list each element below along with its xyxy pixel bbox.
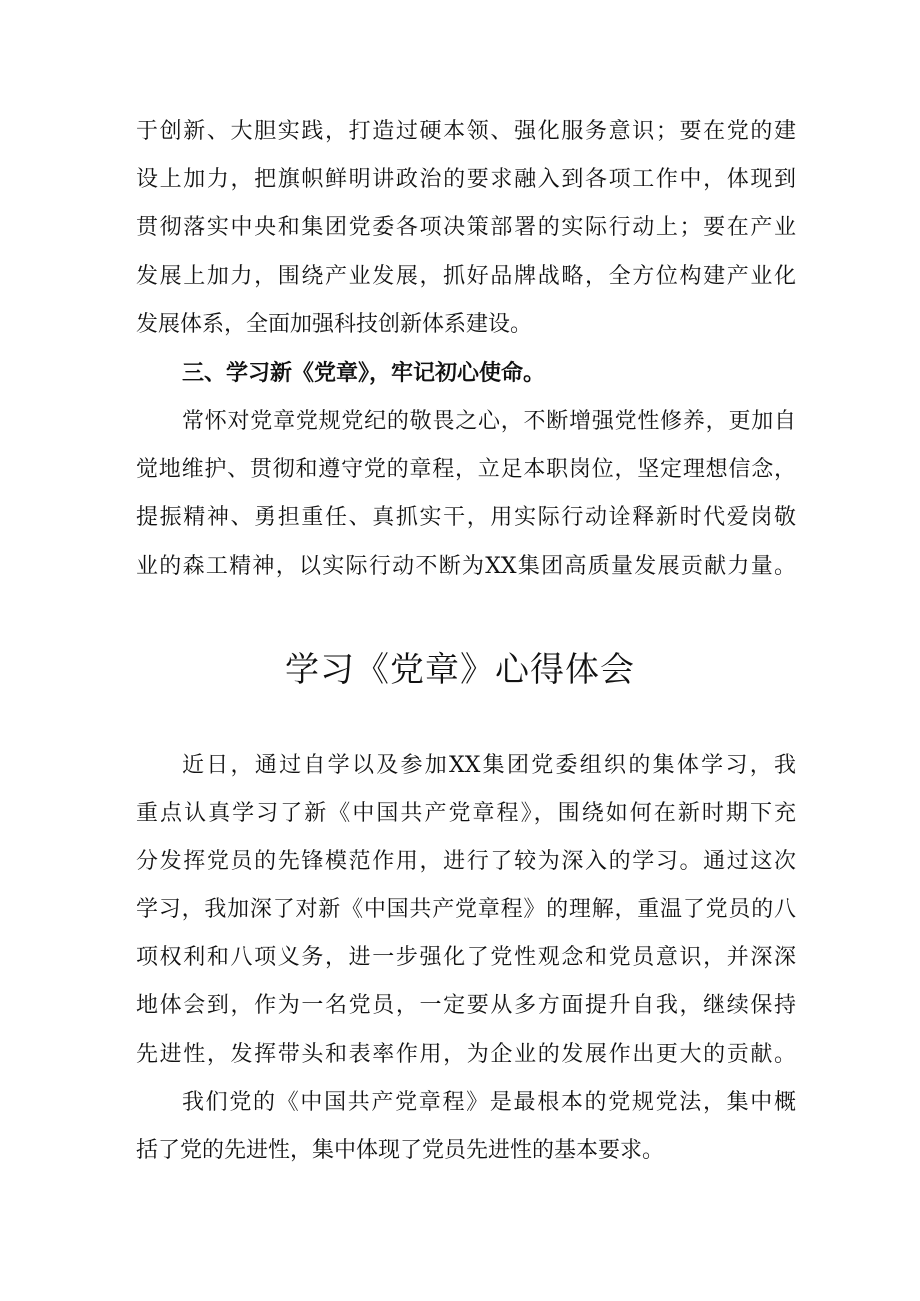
paragraph-line: 设上加力，把旗帜鲜明讲政治的要求融入到各项工作中，体现到 — [136, 167, 796, 192]
paragraph-line: 常怀对党章党规党纪的敬畏之心，不断增强党性修养，更加自 — [182, 409, 796, 434]
paragraph-line: 我们党的《中国共产党章程》是最根本的党规党法，集中概 — [182, 1090, 796, 1115]
paragraph-line: 发展体系，全面加强科技创新体系建设。 — [136, 312, 533, 337]
paragraph-line: 提振精神、勇担重任、真抓实干，用实际行动诠释新时代爱岗敬 — [136, 505, 796, 530]
paragraph-line: 学习，我加深了对新《中国共产党章程》的理解，重温了党员的八 — [136, 897, 796, 922]
paragraph-line: 近日，通过自学以及参加XX集团党委组织的集体学习，我 — [182, 753, 796, 778]
paragraph-line: 重点认真学习了新《中国共产党章程》，围绕如何在新时期下充 — [136, 801, 796, 826]
article-title: 学习《党章》心得体会 — [285, 650, 635, 690]
paragraph-line: 于创新、大胆实践，打造过硬本领、强化服务意识；要在党的建 — [136, 119, 796, 144]
paragraph-line: 项权利和八项义务，进一步强化了党性观念和党员意识，并深深 — [136, 945, 796, 970]
paragraph-line: 括了党的先进性，集中体现了党员先进性的基本要求。 — [136, 1138, 665, 1163]
paragraph-line: 业的森工精神，以实际行动不断为XX集团高质量发展贡献力量。 — [136, 554, 796, 579]
paragraph-line: 贯彻落实中央和集团党委各项决策部署的实际行动上；要在产业 — [136, 215, 796, 240]
paragraph-line: 觉地维护、贯彻和遵守党的章程，立足本职岗位，坚定理想信念， — [136, 457, 796, 482]
paragraph-line: 发展上加力，围绕产业发展，抓好品牌战略，全方位构建产业化 — [136, 264, 796, 289]
paragraph-line: 先进性，发挥带头和表率作用，为企业的发展作出更大的贡献。 — [136, 1042, 796, 1067]
paragraph-line: 地体会到，作为一名党员，一定要从多方面提升自我，继续保持 — [136, 993, 796, 1018]
section-heading: 三、学习新《党章》，牢记初心使命。 — [182, 361, 546, 386]
paragraph-line: 分发挥党员的先锋模范作用，进行了较为深入的学习。通过这次 — [136, 849, 796, 874]
